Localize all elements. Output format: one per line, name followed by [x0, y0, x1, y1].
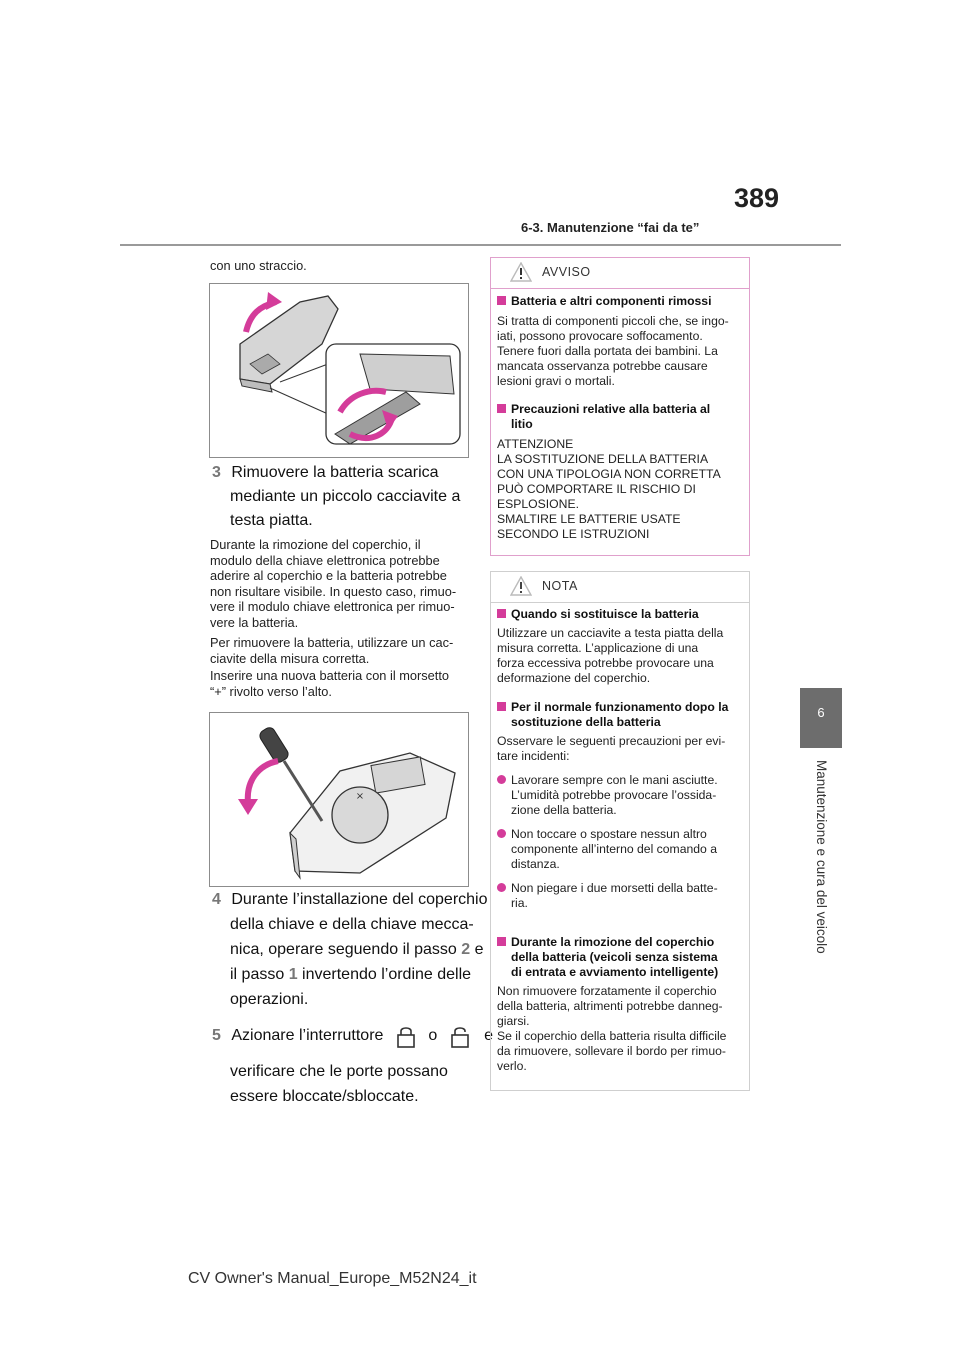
text-line: LA SOSTITUZIONE DELLA BATTERIA [497, 452, 709, 466]
text-line: Utilizzare un cacciavite a testa piatta della [497, 626, 724, 640]
notice-item-2-body [497, 734, 745, 764]
key-cover-drawing [210, 284, 468, 457]
pink-dot-bullet [497, 775, 506, 784]
text-line: misura corretta. L’applicazione di una [497, 641, 699, 655]
chapter-tab[interactable]: 6 [800, 688, 842, 748]
pink-dot-bullet [497, 829, 506, 838]
chapter-side-title [804, 760, 838, 970]
step-3-line1: Rimuovere la batteria scarica [231, 464, 439, 481]
step-4-line5: operazioni. [230, 991, 309, 1008]
warning-item-2-body [497, 437, 745, 542]
warning-item-1-title: Batteria e altri componenti rimossi [511, 294, 712, 308]
text-line: Inserire una nuova batteria con il morsetto [210, 668, 450, 683]
title-line: Precauzioni relative alla batteria al [511, 402, 711, 416]
text-line: Tenere fuori dalla portata dei bambini. La [497, 344, 718, 358]
title-line: sostituzione della batteria [511, 715, 661, 729]
text-line: vere il modulo chiave elettronica per rimuo- [210, 599, 455, 614]
warning-header [491, 258, 749, 289]
text-line: ciavite della misura corretta. [210, 650, 370, 666]
text-line: forza eccessiva potrebbe provocare una [497, 656, 714, 670]
text-line: Si tratta di componenti piccoli che, se ingo- [497, 314, 729, 328]
step-ref-1: 1 [288, 966, 298, 983]
text-line: SECONDO LE ISTRUZIONI [497, 527, 650, 541]
step-5-line2: verificare che le porte possano [230, 1063, 448, 1080]
section-title: 6-3. Manutenzione “fai da te” [521, 220, 700, 235]
text-line: Per rimuovere la batteria, utilizzare un cac- [210, 635, 454, 650]
text-line: giarsi. [497, 1014, 530, 1028]
illustration-cover-removal [209, 283, 469, 458]
text-line: “+” rivolto verso l’alto. [210, 683, 332, 699]
warning-label: AVVISO [542, 265, 591, 279]
notice-item-1 [497, 607, 745, 686]
text-line: zione della batteria. [511, 803, 617, 817]
paragraph-1 [210, 537, 470, 630]
text-line: modulo della chiave elettronica potrebbe [210, 552, 440, 568]
notice-item-2 [497, 700, 745, 911]
text-line: distanza. [511, 857, 560, 871]
text-line: aderire al coperchio e la batteria potrebbe [210, 568, 447, 583]
title-line: Per il normale funzionamento dopo la [511, 700, 729, 714]
step-4-line3-b: e [470, 941, 484, 958]
text-line: Non piegare i due morsetti della batte- [511, 881, 718, 895]
notice-item-3-title [497, 935, 745, 980]
text-line: Durante la rimozione del coperchio, il [210, 537, 421, 552]
title-line: litio [511, 417, 533, 431]
text-line: componente all’interno del comando a [511, 842, 717, 856]
step-5-or: o [428, 1027, 438, 1045]
notice-triangle-icon [510, 576, 532, 596]
text-line: ESPLOSIONE. [497, 497, 579, 511]
bullet-item [497, 827, 745, 872]
text-line: Non rimuovere forzatamente il coperchio [497, 984, 717, 998]
step-5-number: 5 [212, 1027, 221, 1045]
step-3-line3: testa piatta. [230, 512, 313, 529]
text-line: Osservare le seguenti precauzioni per evi- [497, 734, 726, 748]
text-line: Lavorare sempre con le mani asciutte. [511, 773, 718, 787]
warning-item-title [497, 294, 745, 309]
pink-square-bullet [497, 296, 506, 305]
notice-item-3 [497, 935, 745, 1074]
step-ref-2: 2 [461, 941, 471, 958]
warning-box [490, 257, 750, 556]
unlock-icon [450, 1024, 470, 1048]
chapter-side-label: Manutenzione e cura del veicolo [814, 760, 829, 954]
text-line: verlo. [497, 1059, 527, 1073]
text-line: non risultare visibile. In questo caso, rimuo- [210, 583, 457, 599]
text-line: CON UNA TIPOLOGIA NON CORRETTA [497, 467, 721, 481]
footer-document-id: CV Owner's Manual_Europe_M52N24_it [188, 1270, 477, 1287]
notice-item-1-title [497, 607, 745, 622]
text-line: lesioni gravi o mortali. [497, 374, 615, 388]
warning-item-2 [497, 402, 745, 542]
text-line: della batteria, altrimenti potrebbe danneg- [497, 999, 723, 1013]
text-line: SMALTIRE LE BATTERIE USATE [497, 512, 681, 526]
text-line: Se il coperchio della batteria risulta difficile [497, 1029, 727, 1043]
notice-header [491, 572, 749, 603]
text-line: da rimuovere, sollevare il bordo per rimuo- [497, 1044, 726, 1058]
text-line: deformazione del coperchio. [497, 671, 651, 685]
step-4 [212, 888, 488, 912]
warning-item-1 [497, 294, 745, 389]
text-line: L’umidità potrebbe provocare l’ossida- [511, 788, 717, 802]
step-5-and: e [484, 1027, 494, 1045]
step-4-line3 [230, 938, 484, 962]
pink-square-bullet [497, 609, 506, 618]
notice-item-1-body [497, 626, 745, 686]
text-line: tare incidenti: [497, 749, 570, 763]
pink-square-bullet [497, 937, 506, 946]
warning-item-1-body [497, 314, 745, 389]
text-line: mancata osservanza potrebbe causare [497, 359, 708, 373]
paragraph-2 [210, 635, 470, 666]
pink-square-bullet [497, 404, 506, 413]
step-5-line1: Azionare l’interruttore [231, 1027, 384, 1045]
illustration-battery-removal [209, 712, 469, 887]
step-3 [212, 461, 439, 485]
step-3-line2: mediante un piccolo cacciavite a [230, 488, 461, 505]
title-line: Quando si sostituisce la batteria [511, 607, 699, 621]
text-line: Non toccare o spostare nessun altro [511, 827, 707, 841]
text-line: PUÒ COMPORTARE IL RISCHIO DI [497, 482, 696, 496]
title-line: Durante la rimozione del coperchio [511, 935, 715, 949]
pink-square-bullet [497, 702, 506, 711]
step-4-line4-a: il passo [230, 966, 289, 983]
title-line: di entrata e avviamento intelligente) [511, 965, 719, 979]
paragraph-3 [210, 668, 470, 699]
warning-triangle-icon [510, 262, 532, 282]
pink-dot-bullet [497, 883, 506, 892]
page-number: 389 [734, 183, 780, 213]
step-3-number: 3 [212, 464, 221, 481]
text-line: vere la batteria. [210, 614, 299, 630]
notice-item-3-body [497, 984, 745, 1074]
step-4-number: 4 [212, 891, 221, 908]
warning-item-2-title [497, 402, 745, 432]
step-4-line1: Durante l’installazione del coperchio [231, 891, 488, 908]
step-5 [212, 1024, 493, 1048]
text-line: ria. [511, 896, 528, 910]
notice-label: NOTA [542, 579, 578, 593]
notice-box [490, 571, 750, 1091]
text-line: ATTENZIONE [497, 437, 574, 451]
bullet-item [497, 773, 745, 818]
step-5-line3: essere bloccate/sbloccate. [230, 1088, 419, 1105]
step-4-line4-b: invertendo l’ordine delle [297, 966, 472, 983]
step-4-line2: della chiave e della chiave mecca- [230, 916, 474, 933]
text-line: iati, possono provocare soffocamento. [497, 329, 703, 343]
title-line: della batteria (veicoli senza sistema [511, 950, 718, 964]
lock-icon [396, 1024, 416, 1048]
intro-text: con uno straccio. [210, 258, 307, 273]
bullet-item [497, 881, 745, 911]
step-4-line4 [230, 963, 471, 987]
notice-item-2-title [497, 700, 745, 730]
header-rule [120, 244, 841, 246]
svg-text:×: × [355, 791, 365, 802]
step-4-line3-a: nica, operare seguendo il passo [230, 941, 462, 958]
battery-drawing [210, 713, 468, 886]
